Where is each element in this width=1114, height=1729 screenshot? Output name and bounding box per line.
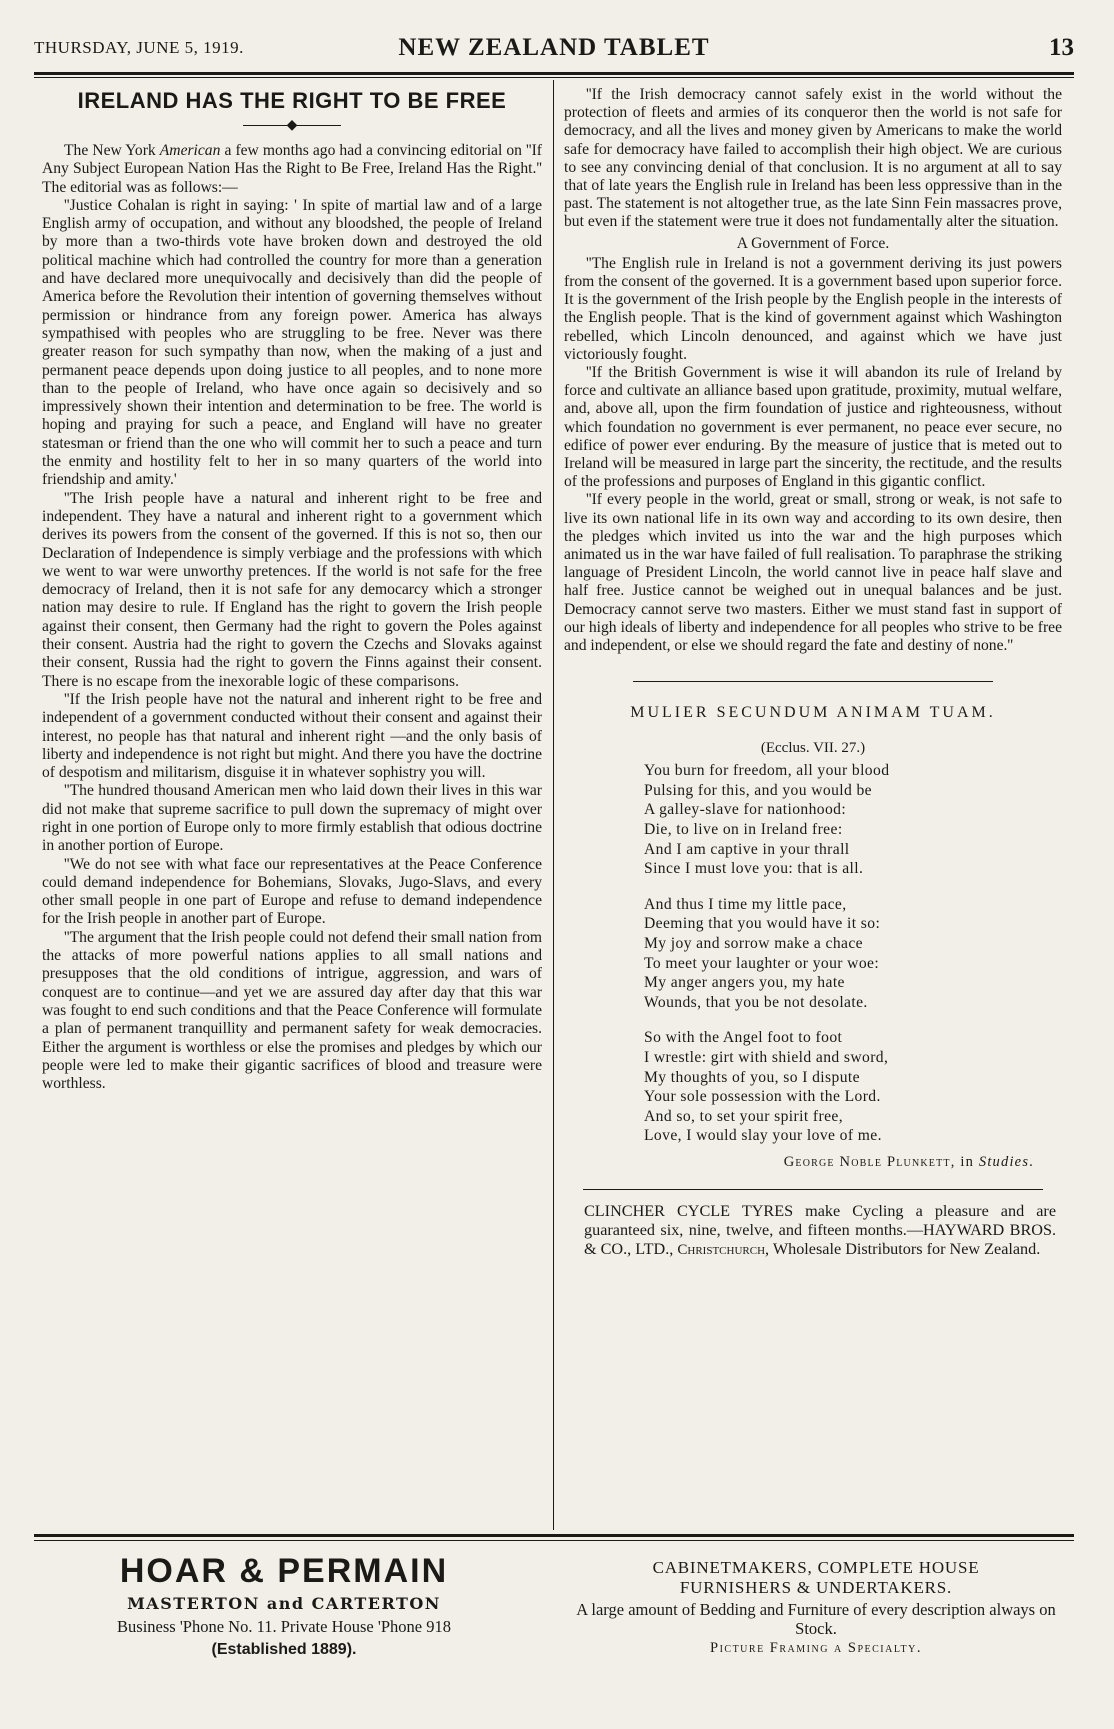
ad-city: Christchurch	[677, 1241, 766, 1258]
article-paragraph: ''Justice Cohalan is right in saying: ' In spite of martial law and of a large English army of occupation, and without any bloodshed, the people of Ireland by more than a two-thirds vote have broken down and destroyed the old political machine which had controlled the country for more than a generation and have declared more unequivocally and decisively than did the people of America before the Revolution their intention of governing themselves without permission or hindrance from any foreign power. America has always sympathised with peoples who are struggling to be free. Never was there greater reason for such sympathy than now, when the making of a just and permanent peace depends upon doing justice to all peoples, and to none more than to the people of Ireland, who have once again so decisively and so impressively shown their intention and determination to be free. The world is hoping and praying for such a peace, and England will have no greater statesman or friend than the one who will commit her to such a peace and turn the enmity and hostility felt to her in so many quarters of the world into friendship and amity.'	[42, 196, 542, 489]
ad-business-name: HOAR & PERMAIN	[119, 1552, 449, 1590]
poem-line: And so, to set your spirit free,	[644, 1107, 844, 1125]
ad-locations: MASTERTON and CARTERTON	[127, 1594, 441, 1613]
poem-line: A galley-slave for nationhood:	[644, 801, 847, 819]
poem-attribution: George Noble Plunkett, in Studies.	[783, 1153, 1034, 1170]
poem-line: Wounds, that you be not desolate.	[644, 993, 868, 1011]
article-paragraph: ''If the Irish democracy cannot safely exist in the world without the protection of fleets and armies of its conqueror then the world is not safe for democracy, and all the lives and money given by Americans to make the world safe for democracy have failed to accomplish their high object. We are curious to see any convincing denial of that conclusion. It is no argument at all to say that of late years the English rule in Ireland has been less oppressive than in the past. The statement is not altogether true, as the late Sinn Fein massacres prove, but even if the statement were true it does not fundamentally alter the situation.	[564, 86, 1062, 231]
clincher-tyres-ad: CLINCHER CYCLE TYRES make Cycling a pleasure and are guaranteed six, nine, twelve, and fifteen months.—HAYWARD BROS. & CO., LTD., Christchurch, Wholesale Distributors for New Zealand.	[584, 1201, 1056, 1258]
ad-phone-numbers: Business 'Phone No. 11. Private House 'Phone 918	[117, 1617, 451, 1636]
poem-line: Since I must love you: that is all.	[644, 860, 864, 878]
article-paragraph: ''The argument that the Irish people could not defend their small nation from the attacks of more powerful nations applies to all small nations and presupposes that the old conditions of intrigue, aggression, and wars of conquest are to continue—and yet we are assured day after day that this war was fought to end such conditions and that the Peace Conference will formulate a plan of permanent tranquillity and permanent safety for weak democracies. Either the argument is worthless or else the promises and pledges by which our people were led to make their gigantic sacrifices of blood and treasure were worthless.	[42, 928, 542, 1093]
ads-rule-thin	[34, 1540, 1074, 1541]
ad-tagline: Picture Framing a Specialty.	[710, 1640, 922, 1656]
masthead-rule	[34, 72, 1074, 75]
poem-author: George Noble Plunkett	[783, 1153, 951, 1170]
ads-rule	[34, 1534, 1074, 1537]
poem-line: Your sole possession with the Lord.	[644, 1088, 881, 1106]
poem-line: Love, I would slay your love of me.	[644, 1127, 882, 1145]
section-rule	[583, 1189, 1043, 1190]
article-body	[42, 142, 542, 1093]
poem-source: Studies	[978, 1153, 1030, 1170]
poem-stanza	[644, 761, 1062, 879]
newspaper-name: American	[159, 142, 221, 159]
poem-reference: (Ecclus. VII. 27.)	[760, 740, 866, 757]
poem-line: To meet your laughter or your woe:	[644, 954, 880, 972]
masthead	[34, 34, 1074, 74]
poem-line: And I am captive in your thrall	[644, 840, 850, 858]
issue-date: THURSDAY, JUNE 5, 1919.	[34, 38, 244, 57]
poem-line: You burn for freedom, all your blood	[644, 762, 890, 780]
poem-stanza	[644, 895, 1062, 1013]
article-paragraph: ''The Irish people have a natural and inherent right to be free and independent. They have a natural and inherent right to a government which derives its powers from the consent of the governed. If this is not so, then our Declaration of Independence is simply verbiage and the professions with which we went to war were unworthy pretences. If the world is not safe for the free democracy of Ireland, then it is not safe for any democarcy which a stronger nation may desire to rule. If England has the right to govern the Irish people against their consent, then Germany had the right to govern the Poles against their consent. Austria had the right to govern the Czechs and Slovaks against their consent, Russia had the right to govern the Finns against their consent. There is no escape from the inexorable logic of these comparisons.	[42, 489, 542, 690]
poem-line: So with the Angel foot to foot	[644, 1029, 843, 1047]
poem-line: My joy and sorrow make a chace	[644, 935, 863, 953]
cabinetmakers-ad	[566, 1558, 1066, 1657]
masthead-rule-thin	[34, 77, 1074, 78]
poem-stanza	[644, 1028, 1062, 1146]
article-subhead: A Government of Force.	[736, 234, 890, 252]
poem-line: Deeming that you would have it so:	[644, 915, 881, 933]
article-paragraph: ''If the Irish people have not the natural and inherent right to be free and independent of a government conducted without their consent and against their interest, no people has that natural and inherent right —and the only basis of liberty and independence is not right but might. And there you have the doctrine of despotism and militarism, disguise it in whatever sophistry you will.	[42, 690, 542, 782]
ad-heading-line: FURNISHERS & UNDERTAKERS.	[679, 1578, 953, 1597]
right-column	[564, 86, 1062, 1260]
hoar-permain-ad	[34, 1552, 534, 1659]
article-paragraph: ''If every people in the world, great or small, strong or weak, is not safe to live its own national life in its own way and according to its own desire, then the pledges which invited us into the war and the high purposes which animated us in the war have failed of full realisation. To paraphrase the striking language of President Lincoln, the world cannot live in peace half slave and half free. Justice cannot be weighed out in unequal balances and be just. Democracy cannot serve two masters. Either we must stand fast in support of our high ideals of liberty and independence for all peoples who strive to be free and independent, or else we should regard the fate and destiny of none.''	[564, 491, 1062, 655]
poem-line: My thoughts of you, so I dispute	[644, 1068, 860, 1086]
ad-established: (Established 1889).	[211, 1641, 357, 1658]
headline-ornament	[42, 118, 542, 134]
section-rule	[633, 681, 993, 682]
column-divider	[553, 80, 554, 1530]
article-paragraph: ''The English rule in Ireland is not a government deriving its just powers from the consent of the governed. It is a government based upon superior force. It is the government of the Irish people by the English people in the interests of the English people. That is the kind of government against which Washington rebelled, which Lincoln denounced, and against which we have just victoriously fought.	[564, 254, 1062, 363]
page-number: 13	[1049, 34, 1074, 61]
poem-line: Die, to live on in Ireland free:	[644, 821, 843, 839]
poem	[564, 704, 1062, 1171]
poem-line: Pulsing for this, and you would be	[644, 781, 873, 799]
article-paragraph: The New York American a few months ago had a convincing editorial on ''If Any Subject European Nation Has the Right to Be Free, Ireland Has the Right.'' The editorial was as follows:—	[42, 142, 543, 196]
diamond-ornament-icon: ◆	[286, 118, 298, 133]
poem-line: And thus I time my little pace,	[644, 895, 847, 913]
left-column	[42, 88, 542, 1093]
newspaper-title: NEW ZEALAND TABLET	[398, 34, 710, 61]
ad-heading-line: CABINETMAKERS, COMPLETE HOUSE	[652, 1558, 980, 1577]
article-paragraph: ''The hundred thousand American men who laid down their lives in this war did not make that supreme sacrifice to pull down the supremacy of might over right in one portion of Europe only to more firmly establish that odious doctrine in another portion of Europe.	[42, 782, 542, 855]
article-paragraph: ''We do not see with what face our representatives at the Peace Conference could demand independence for Bohemians, Slovaks, Jugo-Slavs, and every other small people in one part of Europe and refuse to demand independence for the Irish people in another part of Europe.	[42, 855, 542, 928]
article-headline: IRELAND HAS THE RIGHT TO BE FREE	[77, 88, 507, 113]
ad-body: A large amount of Bedding and Furniture of every description always on Stock.	[576, 1600, 1056, 1638]
article-paragraph: ''If the British Government is wise it will abandon its rule of Ireland by force and cultivate an alliance based upon gratitude, proximity, mutual welfare, and, above all, upon the firm foundation of justice and righteousness, without which foundation no government is ever permanent, no peace ever secure, no edifice of power ever enduring. By the measure of justice that is meted out to Ireland will be measured in large part the sincerity, the rectitude, and the results of the professions and purposes of England in this gigantic conflict.	[564, 364, 1062, 491]
poem-line: My anger angers you, my hate	[644, 974, 845, 992]
poem-line: I wrestle: girt with shield and sword,	[644, 1049, 889, 1067]
poem-title: MULIER SECUNDUM ANIMAM TUAM.	[630, 704, 996, 722]
